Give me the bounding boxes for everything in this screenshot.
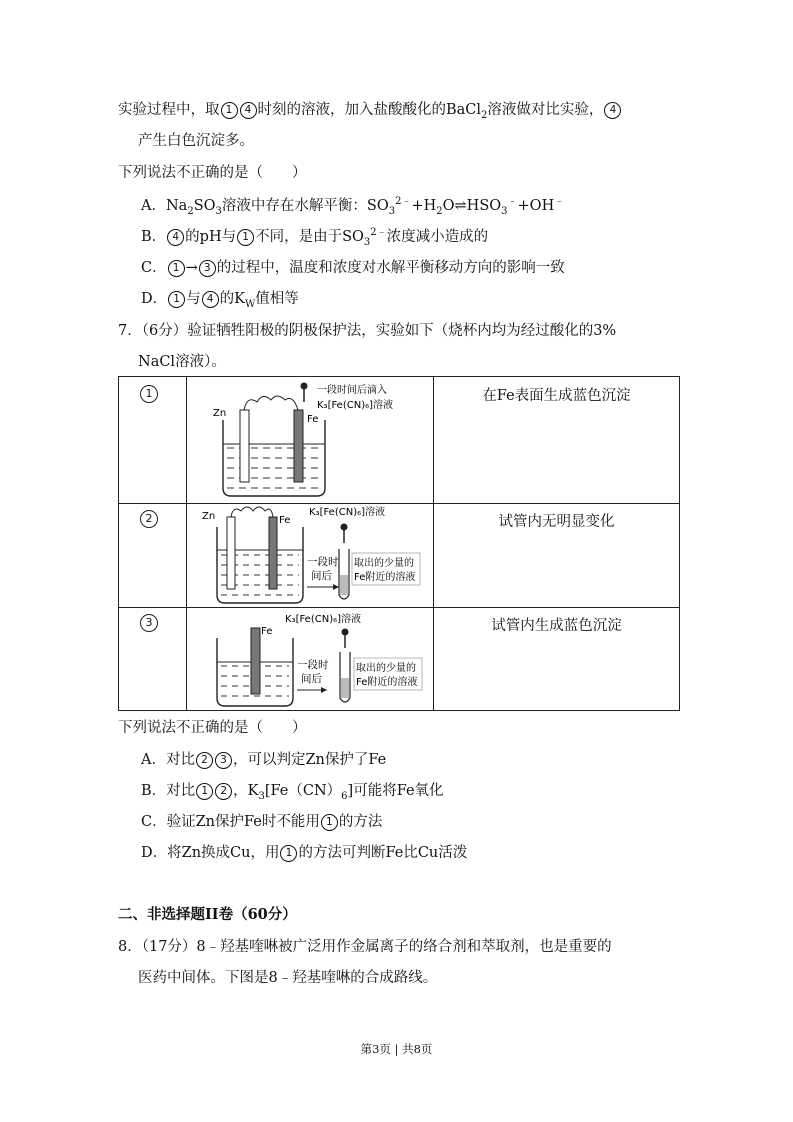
option-c: C． 1 → 3 的过程中，温度和浓度对水解平衡移动方向的影响一致 — [141, 260, 565, 276]
row-divider — [119, 607, 679, 608]
text-line: 实验过程中，取 1 4 时刻的溶液，加入盐酸酸化的BaCl$_2$溶液做对比实验， 4 — [118, 100, 622, 120]
apparatus-figure-2 — [189, 505, 429, 605]
text-line: 产生白色沉淀多。 — [138, 133, 254, 149]
result-text: 试管内生成蓝色沉淀 — [491, 618, 622, 634]
circled-number: 2 — [196, 752, 213, 769]
circled-number: 4 — [240, 102, 257, 119]
label-sample: Fe附近的溶液 — [356, 677, 418, 688]
circled-number: 1 — [168, 260, 185, 277]
label-reagent: K₃[Fe(CN)₆]溶液 — [309, 507, 386, 518]
label-zn: Zn — [202, 511, 216, 522]
circled-number: 1 — [237, 229, 254, 246]
circled-number: 1 — [321, 814, 338, 831]
circled-number: 1 — [196, 783, 213, 800]
apparatus-figure-1 — [189, 380, 429, 500]
circled-number: 3 — [215, 752, 232, 769]
label-reagent: K₃[Fe(CN)₆]溶液 — [285, 614, 362, 625]
experiment-table — [118, 376, 680, 711]
circled-number: 1 — [280, 845, 297, 862]
page-footer: 第3页 | 共8页 — [360, 1042, 433, 1056]
option-c: C．验证Zn保护Fe时不能用 1 的方法 — [141, 814, 383, 830]
label-after: 一段时 — [297, 659, 329, 671]
row-number: 3 — [140, 614, 158, 632]
label-fe: Fe — [279, 515, 291, 526]
row-number: 2 — [140, 510, 158, 528]
label-after: 一段时 — [307, 556, 339, 568]
result-text: 在Fe表面生成蓝色沉淀 — [482, 388, 631, 404]
label-after: 间后 — [301, 673, 322, 685]
circled-number: 1 — [168, 291, 185, 308]
label-sample: 取出的少量的 — [356, 663, 416, 674]
circled-number: 2 — [215, 783, 232, 800]
circled-number: 4 — [202, 291, 219, 308]
label-reagent: K₃[Fe(CN)₆]溶液 — [317, 400, 394, 411]
circled-number: 4 — [604, 102, 621, 119]
label-sample: 取出的少量的 — [354, 558, 414, 569]
option-d: D．将Zn换成Cu，用 1 的方法可判断Fe比Cu活泼 — [141, 845, 468, 861]
col-divider — [186, 377, 187, 710]
label-fe: Fe — [307, 414, 319, 425]
question-intro: 7．（6分）验证牺牲阳极的阴极保护法，实验如下（烧杯内均为经过酸化的3% — [118, 323, 617, 339]
question-intro-cont: 医药中间体。下图是8﹣羟基喹啉的合成路线。 — [138, 970, 438, 986]
label-sample: Fe附近的溶液 — [354, 572, 416, 583]
apparatus-figure-3 — [189, 610, 429, 710]
result-text: 试管内无明显变化 — [498, 514, 615, 530]
question-intro-cont: NaCl溶液）。 — [138, 354, 226, 370]
option-d: D． 1 与 4 的$K_W$值相等 — [141, 291, 299, 310]
label-after: 间后 — [311, 570, 332, 582]
section-title: 二、非选择题II卷（60分） — [118, 906, 297, 923]
row-divider — [119, 503, 679, 504]
col-divider — [433, 377, 434, 710]
option-b: B．对比 1 2 ，$K_3[Fe(CN)_6]$可能将Fe氧化 — [141, 783, 444, 802]
question-intro: 8．（17分）8﹣羟基喹啉被广泛用作金属离子的络合剂和萃取剂，也是重要的 — [118, 939, 612, 955]
circled-number: 3 — [199, 260, 216, 277]
question-prompt: 下列说法不正确的是（ ） — [118, 165, 307, 181]
label-fe: Fe — [261, 626, 273, 637]
option-b: B． 4 的pH与 1 不同，是由于$SO_3^{2﹣}$浓度减小造成的 — [141, 227, 489, 248]
option-a: A．对比 2 3 ，可以判定Zn保护了Fe — [141, 752, 387, 768]
label-drop-note: 一段时间后滴入 — [317, 385, 387, 396]
circled-number: 1 — [221, 102, 238, 119]
circled-number: 4 — [167, 229, 184, 246]
label-zn: Zn — [213, 408, 227, 419]
row-number: 1 — [140, 385, 158, 403]
option-a: A．$Na_2SO_3$溶液中存在水解平衡：$SO_3^{2﹣}+H_2O\rightleftharpoons HSO_3^﹣+OH^﹣$ — [141, 196, 565, 217]
question-prompt: 下列说法不正确的是（ ） — [118, 720, 307, 736]
